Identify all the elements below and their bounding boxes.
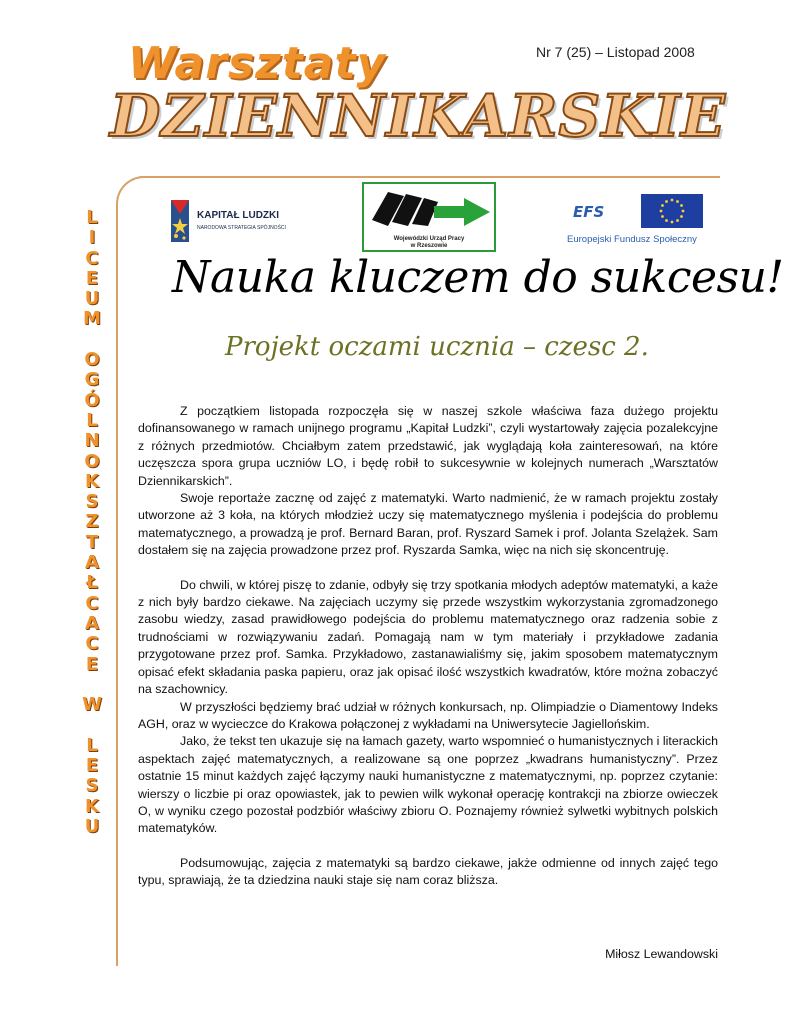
vertical-letter: S	[85, 775, 99, 797]
efs-subtitle: Europejski Fundusz Społeczny	[567, 234, 697, 245]
article-paragraph: W przyszłości będziemy brać udział w różnych konkursach, np. Olimpiadzie o Diamentowy Indeks AGH, oraz w wycieczce do Krakowa połączonej z wykładami na Uniwersytecie Jagiellońskim.	[138, 699, 718, 731]
vertical-letter: L	[86, 207, 98, 228]
vertical-letter: E	[85, 755, 99, 777]
vertical-letter: A	[85, 612, 99, 634]
kapital-ludzki-logo	[165, 196, 295, 246]
vertical-letter: I	[88, 227, 96, 249]
eu-star-icon	[680, 204, 683, 207]
vertical-letter: Ó	[84, 389, 100, 411]
masthead-title-small: Warsztaty	[128, 38, 387, 89]
eu-star-icon	[661, 204, 664, 207]
article-paragraph: Do chwili, w której piszę to zdanie, odbyły się trzy spotkania młodych adeptów matematyki, a każe z nich były bardzo ciekawe. Na zajęciach uczymy się przede wszystkim wykorzystania zgromadzonego zasobu wiedzy, zasad prawidłowego podejścia do problemu matematycznego oraz radzenia sobie z trudnościami w rozwiązywaniu zadań. Pomagają nam w tym materiały i przykładowe zadania przygotowane przez prof. Samka. Przykładowo, zastanawialiśmy się, jakim sposobem matematycznym opisać efekt składania paska papieru, oraz jak opisać ilość wszystkich kwadratów, które można zobaczyć na szachownicy.	[138, 577, 718, 697]
vertical-letter: O	[84, 450, 100, 472]
vertical-letter: E	[85, 653, 99, 675]
vertical-letter: Z	[85, 511, 99, 533]
vertical-letter: W	[82, 694, 102, 716]
wup-caption	[364, 236, 494, 250]
eu-flag-icon	[641, 194, 703, 228]
vertical-letter: M	[83, 308, 101, 330]
eu-star-icon	[665, 200, 668, 203]
eu-star-icon	[680, 215, 683, 218]
frame-top-line	[140, 176, 720, 178]
vertical-letter: L	[86, 734, 98, 756]
vertical-letter: C	[85, 247, 99, 269]
kapital-ludzki-emblem-icon	[165, 196, 193, 246]
wup-caption-line1: Wojewódzki Urząd Pracy	[393, 236, 465, 242]
vertical-letter: O	[84, 349, 100, 371]
wup-logo	[362, 182, 496, 252]
vertical-letter: K	[85, 470, 99, 492]
article-subtitle: Projekt oczami ucznia – czesc 2.	[225, 332, 649, 362]
masthead-title-big: DZIENNIKARSKIE	[110, 82, 727, 150]
school-name-vertical	[72, 208, 112, 837]
vertical-letter: T	[85, 531, 99, 553]
wup-caption-line2: w Rzeszowie	[410, 243, 448, 249]
article-title: Nauka kluczem do sukcesu!	[172, 252, 784, 303]
article-paragraph: Swoje reportaże zacznę od zajęć z matematyki. Warto nadmienić, że w ramach projektu zostały utworzone aż 3 koła, na których młodzież uczy się matematycznego myślenia i podejścia do problemu matematycznego, a prowadzą je prof. Bernard Baran, prof. Ryszard Samek i prof. Jolanta Szelążek. Sam dostałem się na zajęcia prowadzone przez prof. Ryszarda Samka, więc na nich się skoncentruję.	[138, 491, 718, 558]
vertical-letter: U	[84, 815, 100, 837]
vertical-letter: C	[85, 592, 99, 614]
eu-star-icon	[671, 221, 674, 224]
vertical-letter: L	[86, 409, 98, 431]
eu-star-icon	[671, 199, 674, 202]
vertical-letter: E	[85, 267, 99, 289]
eu-star-icon	[665, 219, 668, 222]
frame-left-line	[116, 204, 118, 966]
article-body	[138, 403, 718, 890]
issue-number: Nr 7 (25) – Listopad 2008	[536, 44, 695, 60]
kapital-ludzki-subtitle: NARODOWA STRATEGIA SPÓJNOŚCI	[197, 225, 286, 231]
vertical-spacer	[72, 330, 112, 350]
efs-title: EFS	[573, 203, 605, 221]
eu-star-icon	[661, 215, 664, 218]
eu-star-icon	[676, 219, 679, 222]
vertical-letter: A	[85, 552, 99, 574]
article-paragraph: Jako, że tekst ten ukazuje się na łamach gazety, warto wspomnieć o humanistycznych i literackich aspektach zajęć matematycznych, a realizowane są one poprzez „kwadrans humanistyczny”. Przez ostatnie 15 minut każdych zajęć łączymy nauki humanistyczne z matematycznymi, np. poprzez czytanie: wierszy o liczbie pi oraz opowiastek, jak to pewien wilk wykonał operację kontrakcji na zbiorze owieczek O, w wyniku czego pozostał podzbiór właściwy zbioru O. Poznajemy również sylwetki wybitnych polskich matematyków.	[138, 734, 718, 836]
vertical-spacer	[72, 675, 112, 695]
article-paragraph: Z początkiem listopada rozpoczęła się w naszej szkole właściwa faza dużego projektu dofinansowanego w ramach unijnego programu „Kapitał Ludzki”, czyli wystartowały zajęcia pozalekcyjne z różnych przedmiotów. Chciałbym zatem przedstawić, jak wyglądają koła zainteresowań, na które uczęszcza spora grupa uczniów LO, i będę robił to sukcesywnie w kolejnych numerach „Warsztatów Dziennikarskich”.	[138, 404, 718, 488]
vertical-spacer	[72, 715, 112, 735]
eu-star-icon	[682, 210, 685, 213]
author-signature: Miłosz Lewandowski	[605, 947, 718, 961]
wup-arrow-icon	[364, 184, 494, 234]
article-paragraph: Podsumowując, zajęcia z matematyki są bardzo ciekawe, jakże odmienne od innych zajęć tego typu, sprawiają, że ta dziedzina nauki staje się nam coraz bliższa.	[138, 855, 718, 888]
vertical-letter: Ł	[86, 572, 98, 594]
eu-star-icon	[660, 210, 663, 213]
vertical-letter: K	[85, 795, 99, 817]
kapital-ludzki-title: KAPITAŁ LUDZKI	[197, 210, 280, 221]
vertical-letter: G	[84, 369, 100, 391]
eu-star-icon	[676, 200, 679, 203]
frame-corner	[116, 176, 146, 206]
vertical-letter: C	[85, 633, 99, 655]
vertical-letter: U	[84, 288, 100, 310]
vertical-letter: S	[85, 491, 99, 513]
vertical-letter: N	[84, 430, 100, 452]
efs-logo	[565, 194, 705, 246]
